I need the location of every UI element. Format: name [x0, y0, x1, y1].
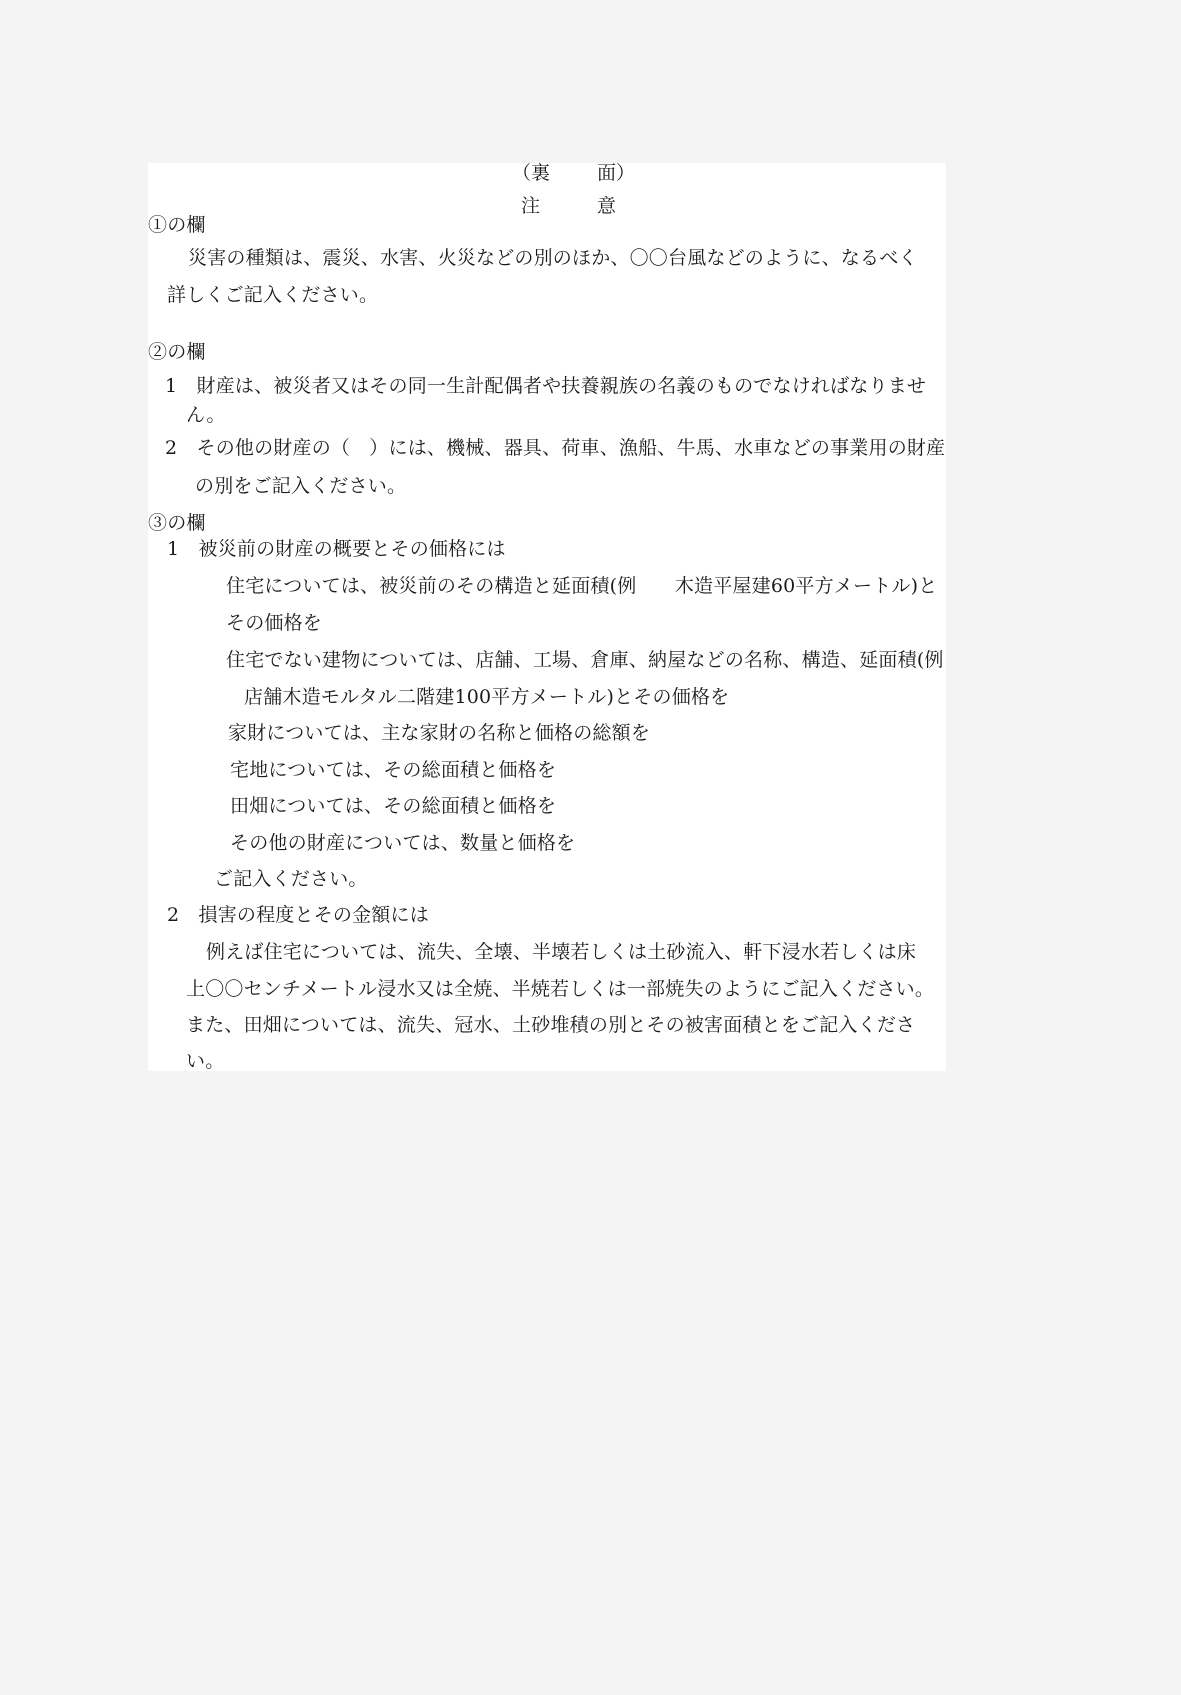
section2-item2-line1: 2 その他の財産の（ ）には、機械、器具、荷車、漁船、牛馬、水車などの事業用の財産 [165, 437, 946, 459]
section2-heading: ②の欄 [148, 341, 206, 363]
damage-line3: また、田畑については、流失、冠水、土砂堆積の別とその被害面積とをご記入くださ [186, 1014, 916, 1036]
section2-item2-line2: の別をご記入ください。 [195, 475, 407, 497]
house-line1: 住宅については、被災前のその構造と延面積(例 木造平屋建60平方メートル)と [226, 575, 938, 597]
building-line1: 住宅でない建物については、店舗、工場、倉庫、納屋などの名称、構造、延面積(例 [226, 649, 944, 671]
section3-item1-closing: ご記入ください。 [214, 868, 368, 890]
farmland-line: 田畑については、その総面積と価格を [230, 795, 557, 817]
document-title-left: （裏 [512, 162, 551, 184]
section3-item2-title: 2 損害の程度とその金額には [167, 904, 429, 926]
section1-line1: 災害の種類は、震災、水害、火災などの別のほか、〇〇台風などのように、なるべく [188, 247, 918, 269]
document-subtitle-right: 意 [597, 195, 617, 217]
residential-land-line: 宅地については、その総面積と価格を [230, 759, 557, 781]
household-property-line: 家財については、主な家財の名称と価格の総額を [228, 722, 651, 744]
section3-item1-title: 1 被災前の財産の概要とその価格には [167, 538, 506, 560]
other-property-line: その他の財産については、数量と価格を [230, 832, 576, 854]
section3-heading: ③の欄 [148, 512, 206, 534]
damage-line4: い。 [186, 1050, 225, 1072]
house-line2: その価格を [226, 612, 323, 634]
section1-line2: 詳しくご記入ください。 [167, 284, 379, 306]
damage-line1: 例えば住宅については、流失、全壊、半壊若しくは土砂流入、軒下浸水若しくは床 [206, 941, 917, 963]
section2-item1-line2: ん。 [186, 404, 226, 426]
document-subtitle-left: 注 [521, 195, 541, 217]
building-line2: 店舗木造モルタル二階建100平方メートル)とその価格を [244, 686, 730, 708]
section1-heading: ①の欄 [148, 214, 206, 236]
section2-item1-line1: 1 財産は、被災者又はその同一生計配偶者や扶養親族の名義のものでなければなりませ [165, 375, 927, 397]
damage-line2: 上〇〇センチメートル浸水又は全焼、半焼若しくは一部焼失のようにご記入ください。 [186, 978, 935, 1000]
document-title-right: 面） [597, 162, 636, 184]
